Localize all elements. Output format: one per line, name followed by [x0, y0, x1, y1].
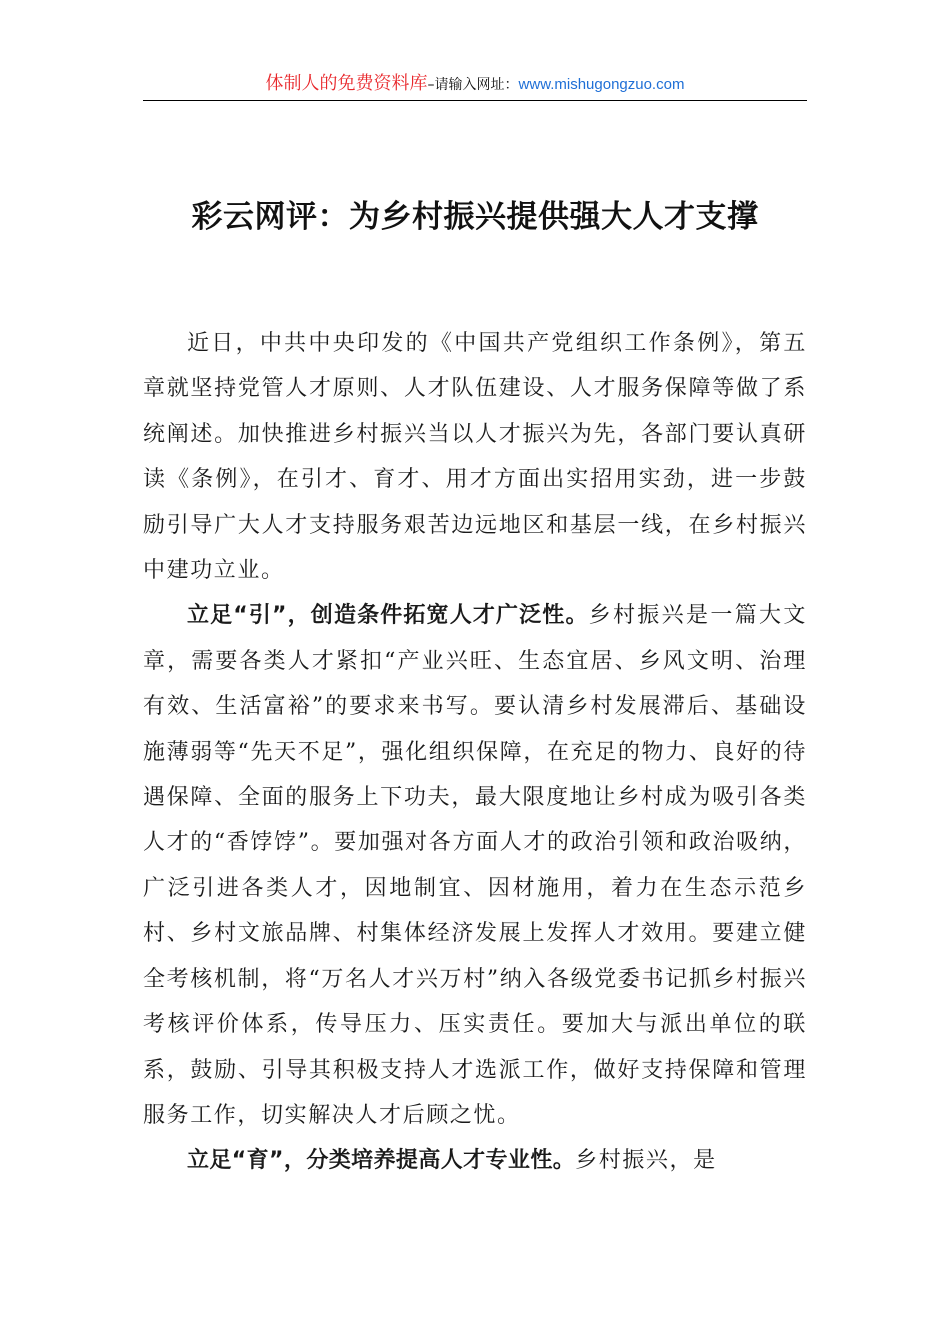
article-title: 彩云网评：为乡村振兴提供强大人才支撑: [191, 199, 759, 235]
site-url-link[interactable]: www.mishugongzuo.com: [518, 76, 685, 93]
paragraph-text: 乡村振兴，是: [575, 1148, 717, 1174]
paragraph-text: 近日，中共中央印发的《中国共产党组织工作条例》，第五章就坚持党管人才原则、人才队伍建设、人才服务保障等做了系统阐述。加快推进乡村振兴当以人才振兴为先，各部门要认真研读《条例》，在引才、育才、用才方面出实招用实劲，进一步鼓励引导广大人才支持服务艰苦边远地区和基层一线，在乡村振兴中建功立业。: [143, 331, 807, 584]
paragraph-attract: [143, 593, 807, 1138]
paragraph-intro: [143, 321, 807, 593]
paragraph-lead: 立足“引”，创造条件拓宽人才广泛性。: [187, 603, 589, 629]
page-header: [143, 70, 807, 101]
paragraph-cultivate: [143, 1138, 807, 1183]
url-prompt: –请输入网址：: [427, 77, 519, 93]
site-name: 体制人的免费资料库: [265, 73, 428, 94]
article-body: [143, 321, 807, 1184]
paragraph-lead: 立足“育”，分类培养提高人才专业性。: [187, 1148, 576, 1174]
paragraph-text: 乡村振兴是一篇大文章，需要各类人才紧扣“产业兴旺、生态宜居、乡风文明、治理有效、生活富裕”的要求来书写。要认清乡村发展滞后、基础设施薄弱等“先天不足”，强化组织保障，在充足的物力、良好的待遇保障、全面的服务上下功夫，最大限度地让乡村成为吸引各类人才的“香饽饽”。要加强对各方面人才的政治引领和政治吸纳，广泛引进各类人才，因地制宜、因材施用，着力在生态示范乡村、乡村文旅品牌、村集体经济发展上发挥人才效用。要建立健全考核机制，将“万名人才兴万村”纳入各级党委书记抓乡村振兴考核评价体系，传导压力、压实责任。要加大与派出单位的联系，鼓励、引导其积极支持人才选派工作，做好支持保障和管理服务工作，切实解决人才后顾之忧。: [143, 603, 808, 1128]
